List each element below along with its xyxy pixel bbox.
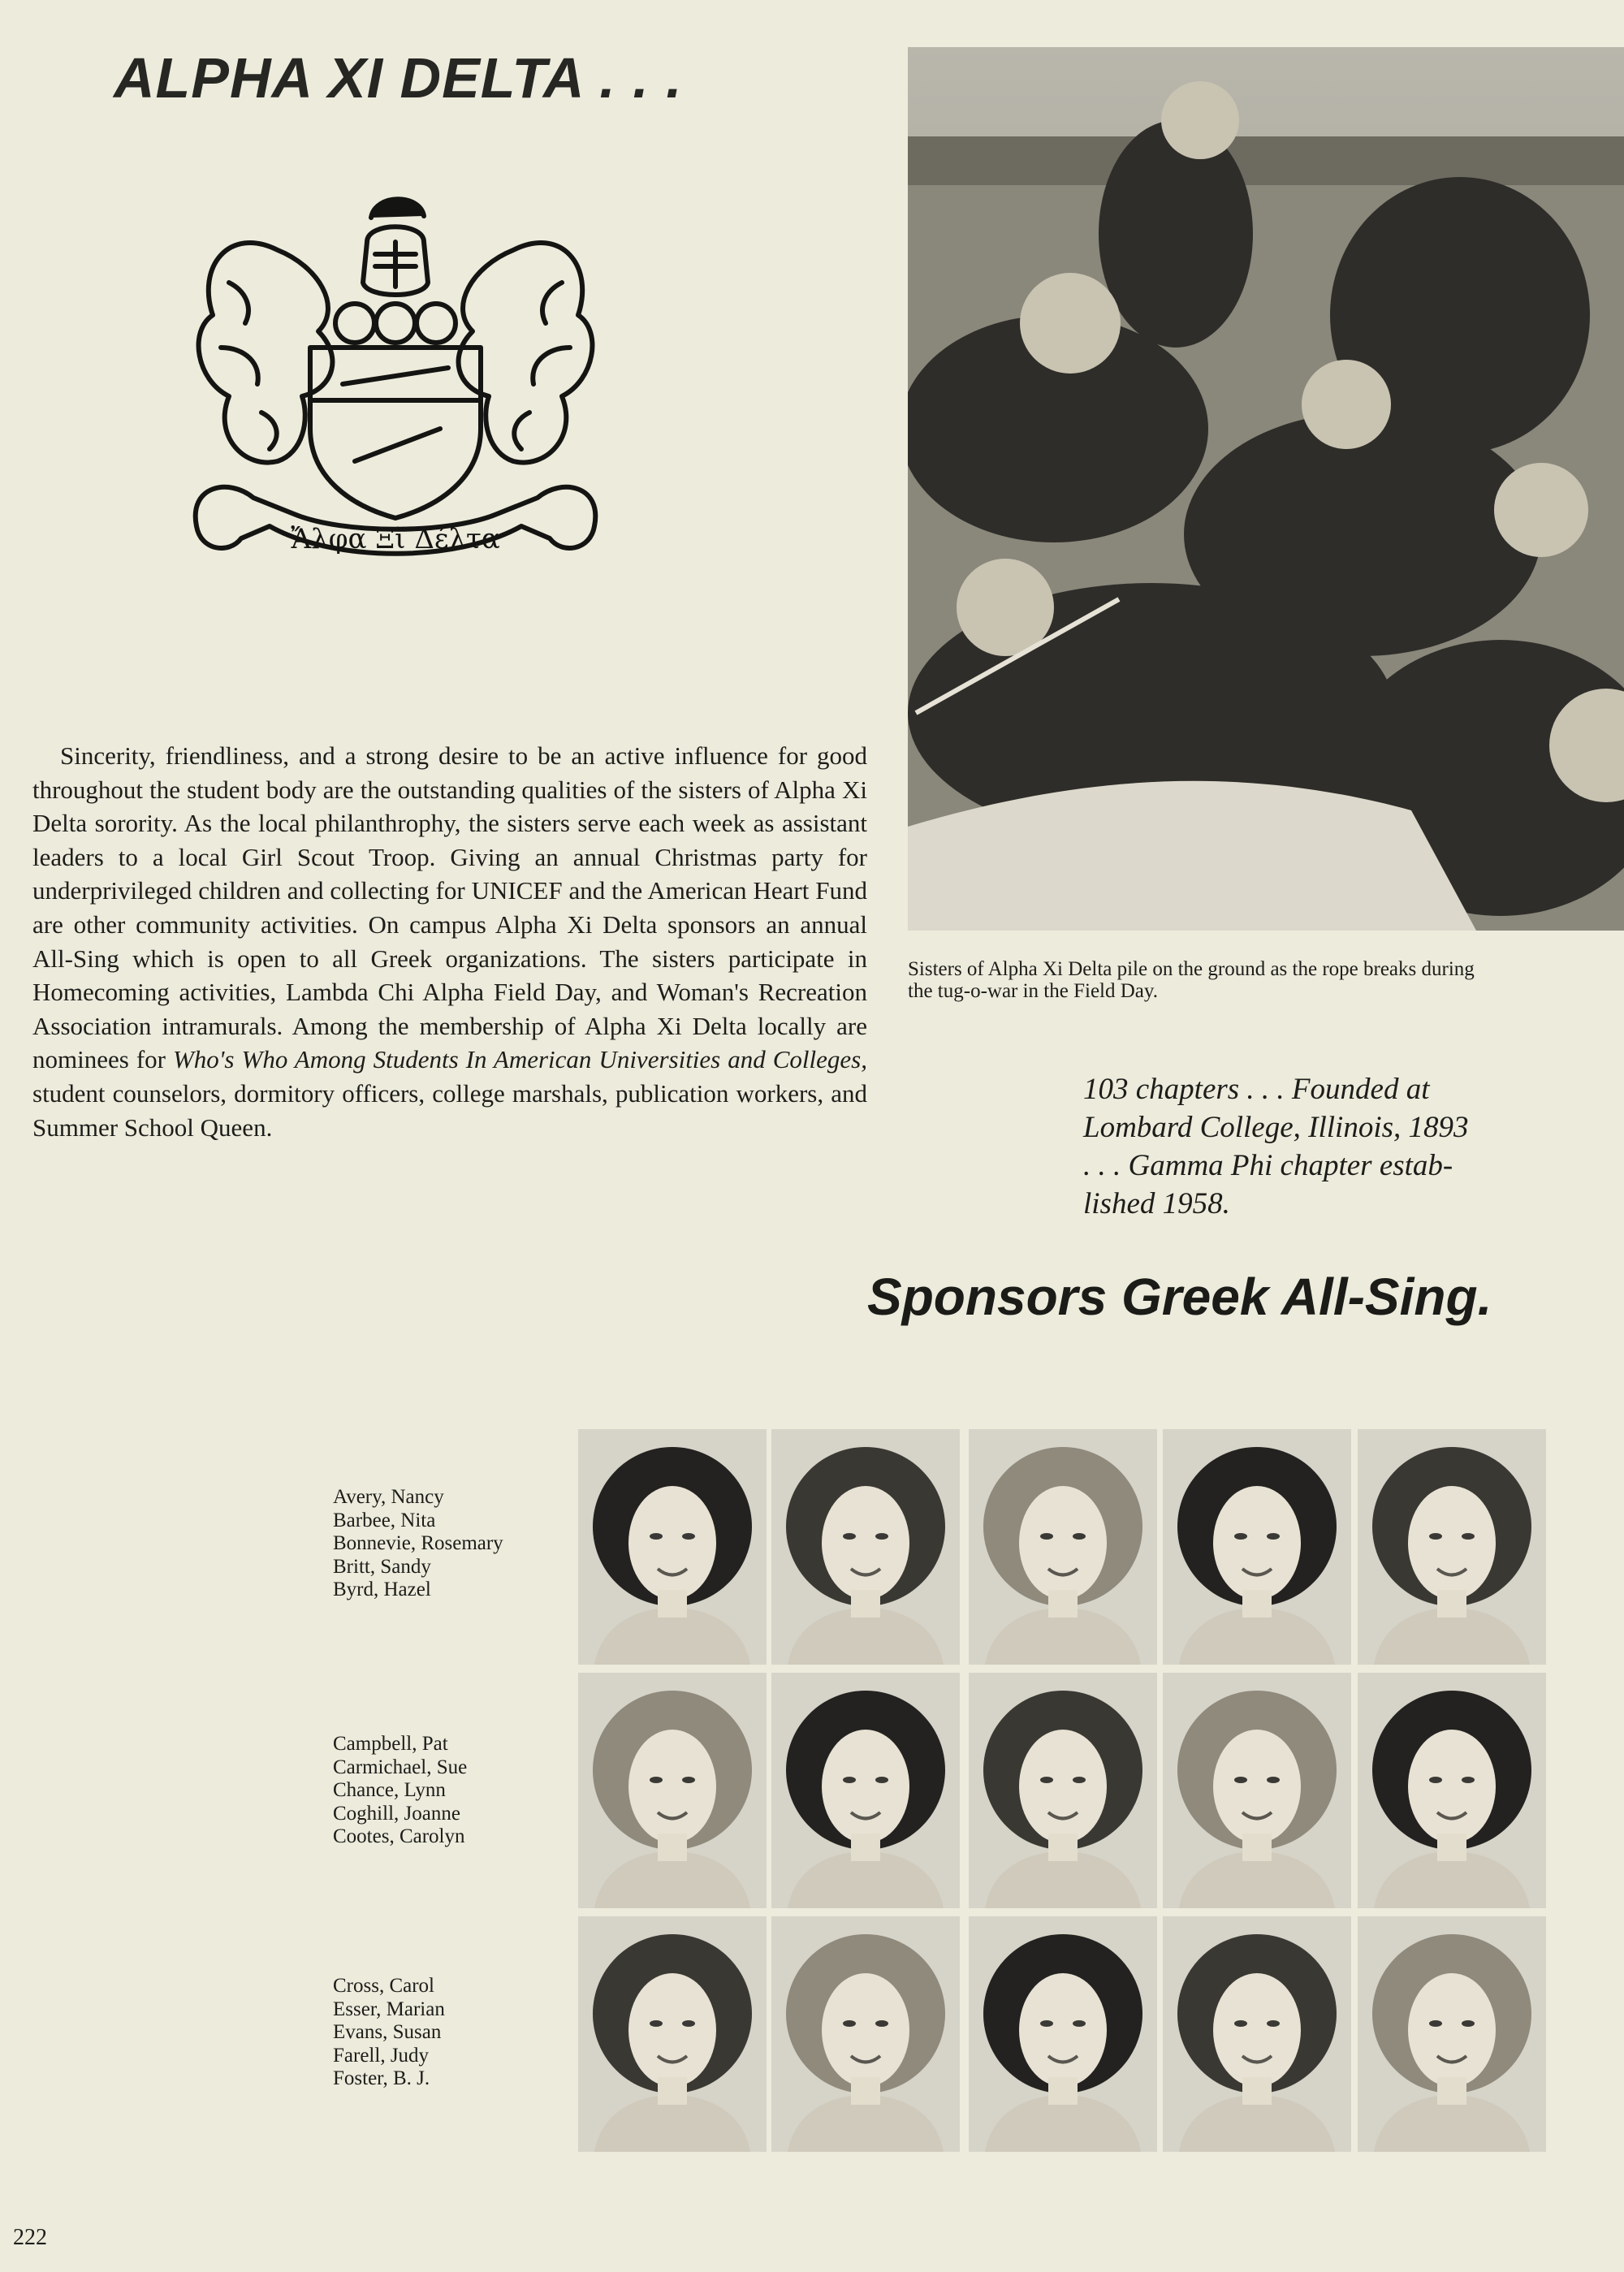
member-name-list bbox=[333, 1733, 560, 1849]
member-portrait bbox=[578, 1916, 767, 2152]
member-name: Bonnevie, Rosemary bbox=[333, 1532, 503, 1555]
member-portrait bbox=[1358, 1673, 1546, 1908]
member-portrait bbox=[578, 1673, 767, 1908]
chapter-facts: 103 chapters . . . Founded at Lombard College, Illinois, 1893 . . . Gamma Phi chapter estab- lished 1958. bbox=[1083, 1073, 1469, 1220]
page-title: ALPHA XI DELTA . . . bbox=[114, 46, 683, 110]
body-text-end: student counselors, dormitory officers, college marshals, publication workers, and Summer School Queen. bbox=[32, 1078, 867, 1142]
member-name: Chance, Lynn bbox=[333, 1779, 446, 1802]
member-name: Campbell, Pat bbox=[333, 1733, 448, 1755]
member-name: Carmichael, Sue bbox=[333, 1756, 468, 1778]
member-name: Esser, Marian bbox=[333, 1998, 445, 2020]
member-portrait bbox=[1163, 1429, 1351, 1665]
member-name-list bbox=[333, 1975, 560, 2091]
member-portrait bbox=[578, 1429, 767, 1665]
field-day-photo bbox=[908, 47, 1624, 931]
member-portrait bbox=[1163, 1916, 1351, 2152]
member-portrait bbox=[771, 1916, 960, 2152]
crest-motto: Ἄλφα Ξῖ Δέλτα bbox=[291, 523, 500, 555]
member-name: Byrd, Hazel bbox=[333, 1579, 431, 1601]
member-name: Cross, Carol bbox=[333, 1975, 434, 1997]
member-name: Britt, Sandy bbox=[333, 1555, 431, 1578]
member-name: Avery, Nancy bbox=[333, 1486, 444, 1508]
member-name: Cootes, Carolyn bbox=[333, 1825, 465, 1848]
body-text-start: Sincerity, friendliness, and a strong desire to be an active influence for good throughout the student body are the outstanding qualities of the sisters of Alpha Xi Delta sorority. As the local philanthrophy, the sisters serve each week as assistant leaders to a local Girl Scout Troop. Giving an annual Christmas party for underprivileged children and collecting for UNICEF and the American Heart Fund are other community activities. On campus Alpha Xi Delta sponsors an annual All-Sing which is open to all Greek organizations. The sisters participate in Homecoming activities, Lambda Chi Alpha Field Day, and Woman's Recreation Association intramurals. Among the membership of Alpha Xi Delta locally are nominees for bbox=[32, 741, 867, 1074]
member-portrait bbox=[1163, 1673, 1351, 1908]
member-name: Barbee, Nita bbox=[333, 1509, 436, 1531]
member-name: Coghill, Joanne bbox=[333, 1802, 460, 1825]
page-number: 222 bbox=[13, 2225, 47, 2250]
member-portrait bbox=[969, 1673, 1157, 1908]
member-portrait bbox=[1358, 1429, 1546, 1665]
member-portrait bbox=[969, 1916, 1157, 2152]
member-portrait bbox=[771, 1429, 960, 1665]
member-name: Farell, Judy bbox=[333, 2044, 430, 2067]
member-name-list bbox=[333, 1486, 560, 1602]
member-portrait bbox=[1358, 1916, 1546, 2152]
coat-of-arms-image bbox=[180, 193, 611, 599]
member-name: Foster, B. J. bbox=[333, 2067, 430, 2090]
body-paragraph bbox=[32, 739, 867, 1144]
section-slogan: Sponsors Greek All-Sing. bbox=[867, 1268, 1492, 1326]
member-portrait bbox=[771, 1673, 960, 1908]
member-name: Evans, Susan bbox=[333, 2021, 442, 2044]
photo-caption: Sisters of Alpha Xi Delta pile on the ground as the rope breaks during the tug-o-war in the Field Day. bbox=[908, 958, 1475, 1002]
member-portrait bbox=[969, 1429, 1157, 1665]
publication-title: Who's Who Among Students In American Universities and Colleges, bbox=[172, 1045, 867, 1074]
